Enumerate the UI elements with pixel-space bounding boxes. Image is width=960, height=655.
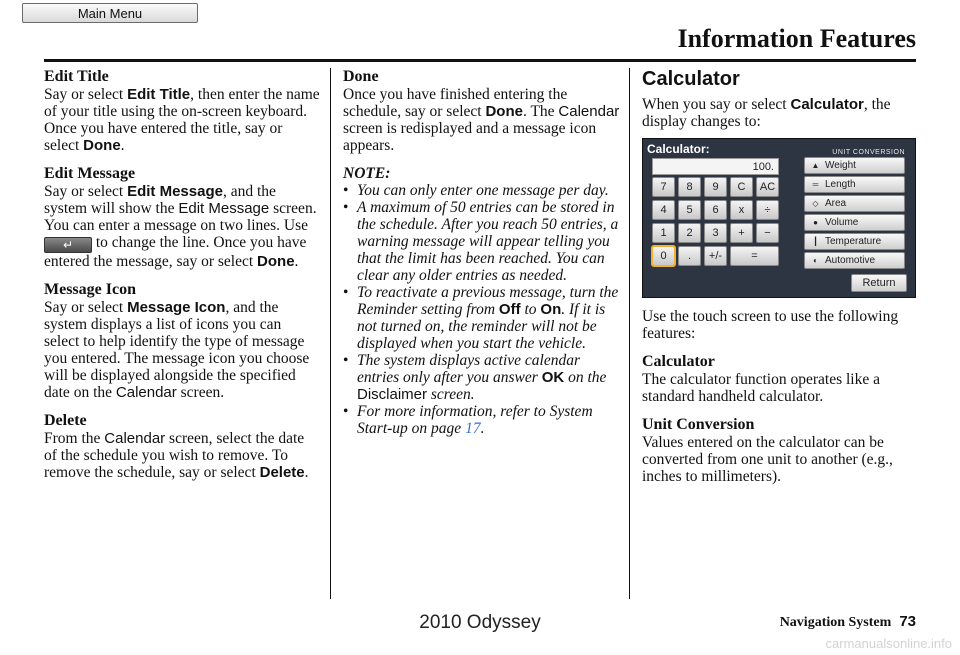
list-item: • You can only enter one message per day. xyxy=(343,182,621,199)
calculator-intro: When you say or select Calculator, the display changes to: xyxy=(642,96,891,130)
column-middle xyxy=(343,68,621,437)
area-icon: ◇ xyxy=(812,199,819,208)
section-heading-delete: Delete xyxy=(44,412,87,429)
key-decimal[interactable]: . xyxy=(678,246,701,266)
list-item: • A maximum of 50 entries can be stored in the schedule. After you reach 50 entries, a warning message will appear telling you that the limit has been reached. You can clear any older entries as needed. xyxy=(343,199,621,284)
key-2[interactable]: 2 xyxy=(678,223,701,243)
key-9[interactable]: 9 xyxy=(704,177,727,197)
vehicle-model: 2010 Odyssey xyxy=(419,612,541,633)
list-item: • For more information, refer to System Start-up on page 17. xyxy=(343,403,621,437)
column-divider xyxy=(629,68,630,599)
calculator-title: Calculator xyxy=(642,68,740,90)
watermark: carmanualsonline.info xyxy=(825,636,952,651)
unit-volume-button[interactable]: ● Volume xyxy=(804,214,905,231)
unit-conversion-label: UNIT CONVERSION xyxy=(832,149,905,156)
volume-icon: ● xyxy=(813,218,818,227)
unit-area-button[interactable]: ◇ Area xyxy=(804,195,905,212)
key-equals[interactable]: = xyxy=(730,246,779,266)
automotive-icon: ◐ xyxy=(813,256,818,265)
key-all-clear[interactable]: AC xyxy=(756,177,779,197)
unit-temperature-button[interactable]: ┃ Temperature xyxy=(804,233,905,250)
key-divide[interactable]: ÷ xyxy=(756,200,779,220)
footer-page-info: Navigation System 73 xyxy=(779,613,916,630)
key-1[interactable]: 1 xyxy=(652,223,675,243)
enter-key-icon: ↵ xyxy=(44,237,92,253)
column-left xyxy=(44,68,320,492)
thermometer-icon: ┃ xyxy=(813,237,818,246)
edit-message-text: Say or select Edit Message, and the system will show the Edit Message screen. You can enter a message on two lines. Use ↵ to change the line. Once you have entered the message, say or select Done. xyxy=(44,183,317,270)
section-heading-message-icon: Message Icon xyxy=(44,281,136,298)
unit-length-button[interactable]: ═ Length xyxy=(804,176,905,193)
column-right xyxy=(642,68,920,496)
page-link[interactable]: 17 xyxy=(465,420,481,437)
note-list xyxy=(343,182,621,437)
list-item: • The system displays active calendar entries only after you answer OK on the Disclaimer screen. xyxy=(343,352,621,403)
key-8[interactable]: 8 xyxy=(678,177,701,197)
message-icon-text: Say or select Message Icon, and the system displays a list of icons you can select to help identify the type of message you entered. The message icon you choose will be displayed alongside the specified date on the Calendar screen. xyxy=(44,299,310,401)
done-text: Once you have finished entering the schedule, say or select Done. The Calendar screen is redisplayed and a message icon appears. xyxy=(343,86,620,154)
main-menu-button[interactable]: Main Menu xyxy=(22,3,198,23)
key-0[interactable]: 0 xyxy=(652,246,675,266)
key-minus[interactable]: − xyxy=(756,223,779,243)
delete-text: From the Calendar screen, select the date of the schedule you wish to remove. To remove the schedule, say or select Delete. xyxy=(44,430,309,481)
unit-automotive-button[interactable]: ◐ Automotive xyxy=(804,252,905,269)
key-clear[interactable]: C xyxy=(730,177,753,197)
screen-title: Calculator: xyxy=(647,142,710,156)
key-5[interactable]: 5 xyxy=(678,200,701,220)
section-heading-edit-message: Edit Message xyxy=(44,165,136,182)
column-divider xyxy=(330,68,331,599)
unit-buttons xyxy=(804,157,905,269)
calculator-screenshot xyxy=(642,138,916,298)
calculator-text: The calculator function operates like a standard handheld calculator. xyxy=(642,371,880,405)
key-sign[interactable]: +/- xyxy=(704,246,727,266)
calculator-display: 100. xyxy=(652,158,779,175)
section-heading-done: Done xyxy=(343,68,379,85)
section-heading-unit-conversion: Unit Conversion xyxy=(642,416,755,433)
list-item: • To reactivate a previous message, turn the Reminder setting from Off to On. If it is not turned on, the reminder will not be displayed when you start the vehicle. xyxy=(343,284,621,352)
touch-screen-text: Use the touch screen to use the following features: xyxy=(642,308,899,342)
key-multiply[interactable]: x xyxy=(730,200,753,220)
weight-icon: ▲ xyxy=(811,161,820,170)
length-icon: ═ xyxy=(812,180,819,189)
note-label: NOTE: xyxy=(343,165,391,182)
section-heading-edit-title: Edit Title xyxy=(44,68,109,85)
header-rule xyxy=(44,59,916,62)
key-4[interactable]: 4 xyxy=(652,200,675,220)
key-plus[interactable]: + xyxy=(730,223,753,243)
return-button[interactable]: Return xyxy=(851,274,907,292)
section-heading-calculator: Calculator xyxy=(642,353,715,370)
edit-title-text: Say or select Edit Title, then enter the name of your title using the on-screen keyboard. Once you have entered the title, say or select Done. xyxy=(44,86,320,154)
key-7[interactable]: 7 xyxy=(652,177,675,197)
unit-weight-button[interactable]: ▲ Weight xyxy=(804,157,905,174)
page-number: 73 xyxy=(899,613,916,630)
key-3[interactable]: 3 xyxy=(704,223,727,243)
calculator-keypad xyxy=(652,177,780,266)
key-6[interactable]: 6 xyxy=(704,200,727,220)
unit-conversion-text: Values entered on the calculator can be converted from one unit to another (e.g., inches to millimeters). xyxy=(642,434,893,485)
page-title: Information Features xyxy=(677,24,916,53)
